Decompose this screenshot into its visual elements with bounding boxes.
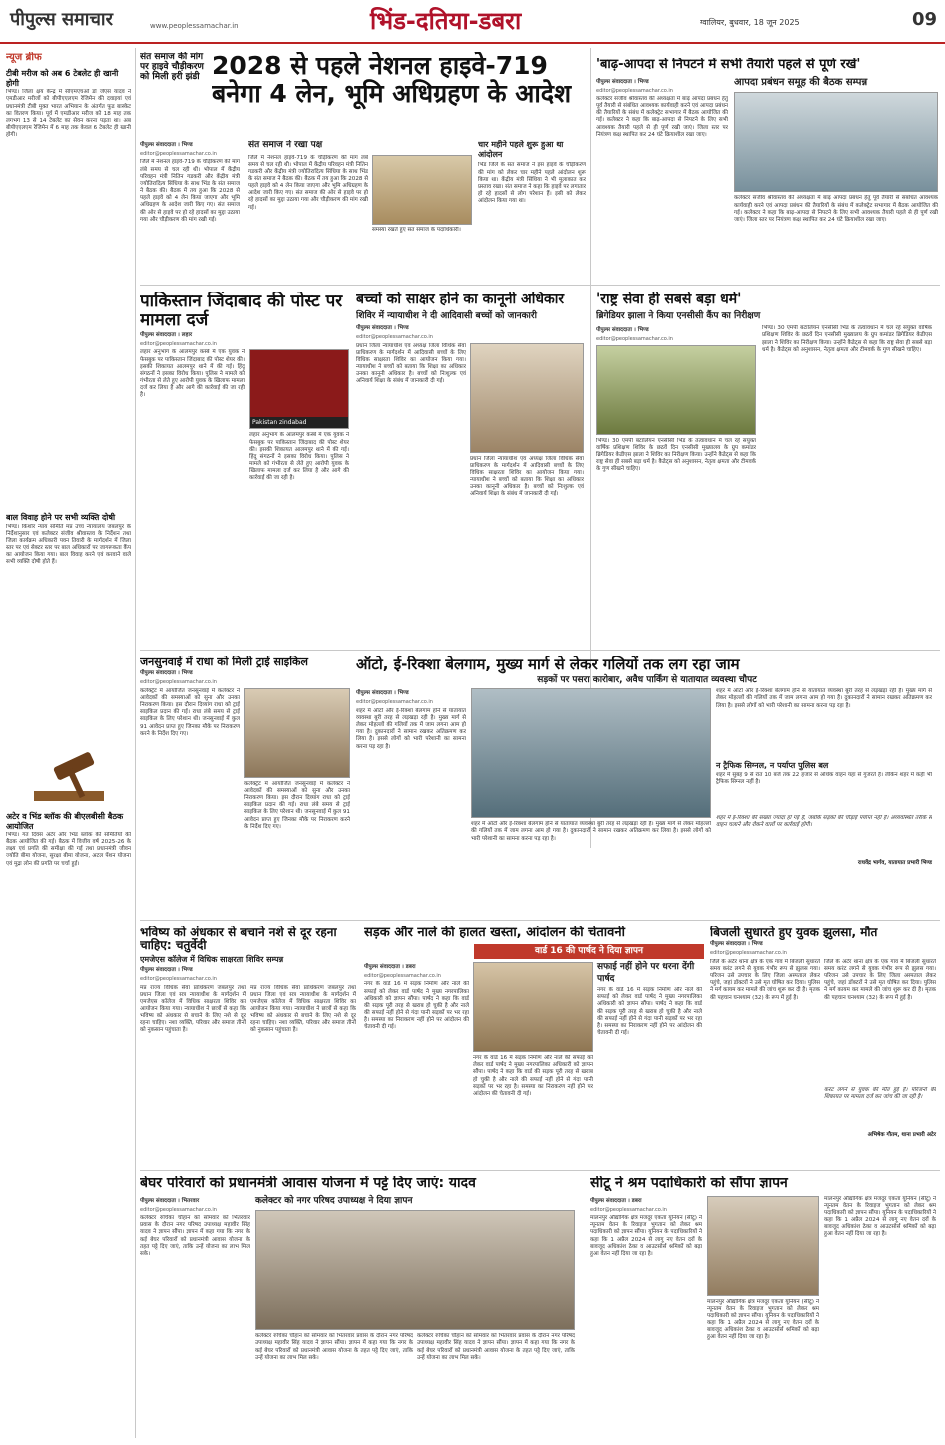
flood-story (596, 58, 938, 283)
story-body: नगर के वार्ड 16 में सड़क निर्माण और नाले की सफाई को लेकर वार्ड पार्षद ने मुख्य नगरपालिका अधिकारी को ज्ञापन सौंपा। पार्षद ने कहा कि वार्ड की सड़क पूरी तरह से खराब हो चुकी है और नाले की सफाई नहीं होने से गंदा पानी सड़कों पर भर रहा है। समस्या का निराकरण नहीं होने पर आंदोलन की चेतावनी दी गई। (364, 981, 469, 1031)
section-divider (140, 920, 940, 921)
story-body: शहर में ऑटो और ई-रिक्शा बेलगाम होने से यातायात व्यवस्था बुरी तरह से लड़खड़ा रही है। मुख्य मार्ग से लेकर मोहल्लों की गलियों तक में जाम लगना आम हो गया है। दुकानदारों ने सामान रखकर अतिक्रमण कर लिया है। इससे लोगों को भारी परेशानी का सामना करना पड़ रहा है। (356, 707, 466, 750)
newspaper-brand: पीपुल्स समाचार (10, 9, 113, 30)
brief-title: न्यूज ब्रीफ (6, 52, 42, 63)
story-body: शहर में ऑटो और ई-रिक्शा बेलगाम होने से यातायात व्यवस्था बुरी तरह से लड़खड़ा रही है। मुख्य मार्ग से लेकर मोहल्लों की गलियों तक में जाम लगना आम हो गया है। दुकानदारों ने सामान रखकर अतिक्रमण कर लिया है। इससे लोगों को भारी परेशानी का सामना करना पड़ रहा है। (716, 688, 932, 709)
story-body: जिले के अटेर थाना क्षेत्र के एक गांव में बिजली सुधारते समय करंट लगने से युवक गंभीर रूप से झुलस गया। परिजन उसे उपचार के लिए जिला अस्पताल लेकर पहुंचे, जहां डॉक्टरों ने उसे मृत घोषित कर दिया। पुलिस ने मर्ग कायम कर मामले की जांच शुरू कर दी है। मृतक की पहचान घनश्याम (32) के रूप में हुई है। (710, 958, 820, 1001)
social-post-image (249, 349, 349, 429)
photo-caption: समस्या रखते हुए संत समाज के पदाधिकारी। (372, 226, 461, 233)
story-body: लहार अनुभाग के आलमपुर कस्बे में एक युवक ने फेसबुक पर पाकिस्तान जिंदाबाद की पोस्ट शेयर की। इसकी शिकायत आलमपुर थाने में की गई। हिंदू संगठनों ने इसका विरोध किया। पुलिस ने मामले को गंभीरता से लेते हुए आरोपी युवक के खिलाफ मामला दर्ज कर लिया है और आगे की कार्रवाई की जा रही है। (249, 432, 349, 482)
officer-quote: करंट लगने से युवक की मौत हुई है। परिजनों की शिकायत पर मामला दर्ज कर जांच की जा रही है। (824, 1086, 936, 1101)
news-brief-column (6, 52, 131, 1437)
ncc-photo (596, 345, 756, 435)
drug-subhead: एमजेएस कॉलेज में विधिक साक्षरता शिविर सम्पन्न (140, 954, 284, 964)
traffic-headline: ऑटो, ई-रिक्शा बेलगाम, मुख्य मार्ग से लेकर गलियों तक लग रहा जाम (356, 656, 740, 673)
story-body: कलेक्ट्रेट में आयोजित जनसुनवाई में कलेक्टर ने आवेदकों की समस्याओं को सुना और उनका निराकरण किया। इस दौरान दिव्यांग राधा को ट्राई साइकिल प्रदान की गई। राधा लंबे समय से ट्राई साइकिल के लिए परेशान थी। जनसुनवाई में कुल 91 आवेदन प्राप्त हुए जिनका मौके पर निराकरण करने के निर्देश दिए गए। (244, 780, 350, 830)
flood-subhead: आपदा प्रबंधन समूह की बैठक सम्पन्न (734, 76, 868, 88)
story-body: कलेक्टर रुचिका चौहान को सोमवार को भितरवार प्रवास के दौरान नगर परिषद उपाध्यक्ष महावीर सिंह यादव ने ज्ञापन सौंपा। ज्ञापन में कहा गया कि नगर के कई बेघर परिवारों को प्रधानमंत्री आवास योजना के तहत पट्टे दिए जाएं, ताकि उन्हें योजना का लाभ मिल सके। (140, 1215, 250, 1257)
story-body: मप्र राज्य विधिक सेवा प्राधिकरण जबलपुर तथा प्रधान जिला एवं सत्र न्यायाधीश के मार्गदर्शन में एमजेएस कॉलेज में विधिक साक्षरता शिविर का आयोजन किया गया। न्यायाधीश ने छात्रों से कहा कि भविष्य को अंधकार से बचाने के लिए नशे से दूर रहना चाहिए। नशा व्यक्ति, परिवार और समाज तीनों को नुकसान पहुंचाता है। (140, 984, 246, 1034)
story-body: भिण्ड। 30 एमपी बटालियन एनसीसी भिंड के तत्वावधान में चल रहे संयुक्त वार्षिक प्रशिक्षण शिविर के छठवें दिन एनसीसी मुख्यालय के ग्रुप कमांडर ब्रिगेडियर केडीएस झाला ने शिविर का निरीक्षण किया। उन्होंने कैडेट्स से कहा कि राष्ट्र सेवा ही सबसे बड़ा धर्म है। कैडेट्स को अनुशासन, नेतृत्व क्षमता और टीमवर्क के गुण सीखने चाहिए। (596, 437, 756, 473)
byline: पीपुल्स संवाददाता । भिण्ड (140, 670, 193, 677)
byline: पीपुल्स संवाददाता । भिण्ड (710, 941, 763, 948)
story-body: जिले में नेशनल हाइवे-719 के चौड़ीकरण की मांग लंबे समय से चल रही थी। भोपाल में केंद्रीय परिवहन मंत्री नितिन गडकरी और केंद्रीय मंत्री ज्योतिरादित्य सिंधिया के साथ भिंड के संत समाज ने बैठक की। बैठक में तय हुआ कि 2028 से पहले हाइवे को 4 लेन किया जाएगा और भूमि अधिग्रहण के आदेश जारी किए गए। संत समाज की ओर से हाइवे पर हो रहे हादसों का मुद्दा उठाया गया और चौड़ीकरण की मांग रखी गई। (248, 154, 368, 211)
story-body: कलेक्टर रुचिका चौहान को सोमवार को भितरवार प्रवास के दौरान नगर परिषद उपाध्यक्ष महावीर सिंह यादव ने ज्ञापन सौंपा। ज्ञापन में कहा गया कि नगर के कई बेघर परिवारों को प्रधानमंत्री आवास योजना के तहत पट्टे दिए जाएं, ताकि उन्हें योजना का लाभ मिल सके। (417, 1333, 575, 1361)
brief-body: भिण्ड। गत दिवस अटेर और भिंड ब्लॉक की समितियों की बैठक आयोजित की गई। बैठक में वित्तीय वर्ष 2025-26 के लक्ष्य एवं प्रगति की समीक्षा की गई तथा प्रधानमंत्री जीवन ज्योति बीमा योजना, सुरक्षा बीमा योजना, अटल पेंशन योजना एवं मुद्रा लोन की प्रगति पर चर्चा हुई। (6, 831, 131, 867)
side-headline: सफाई नहीं होने पर धरना देंगी पार्षद (597, 962, 695, 984)
brief-headline: बाल विवाह होने पर सभी व्यक्ति दोषी (6, 513, 116, 523)
story-body: कलेक्टर संजीव श्रीवास्तव की अध्यक्षता में बाढ़ आपदा प्रबंधन हेतु पूर्व तैयारी से संबंधित आवश्यक कार्यवाही करने एवं आपदा प्रबंधन की तैयारियों के संबंध में कलेक्ट्रेट सभागार में बैठक आयोजित की गई। कलेक्टर ने कहा कि बाढ़-आपदा से निपटने के लिए सभी आवश्यक तैयारी पहले से ही पूर्ण रखी जाएं। जिला स्तर पर नियंत्रण कक्ष स्थापित कर 24 घंटे क्रियाशील रखा जाए। (734, 195, 938, 223)
story-body: जिले में नेशनल हाइवे-719 के चौड़ीकरण की मांग लंबे समय से चल रही थी। भोपाल में केंद्रीय परिवहन मंत्री नितिन गडकरी और केंद्रीय मंत्री ज्योतिरादित्य सिंधिया के साथ भिंड के संत समाज ने बैठक की। बैठक में तय हुआ कि 2028 से पहले हाइवे को 4 लेन किया जाएगा और भूमि अधिग्रहण के आदेश जारी किए गए। संत समाज की ओर से हाइवे पर हो रहे हादसों का मुद्दा उठाया गया और चौड़ीकरण की मांग रखी गई। (140, 159, 240, 223)
drug-headline: भविष्य को अंधकार से बचाने नशे से दूर रहना चाहिए: चतुर्वेदी (140, 926, 337, 953)
brand-url: www.peoplessamachar.in (150, 22, 239, 30)
dateline: ग्वालियर, बुधवार, 18 जून 2025 (700, 18, 800, 27)
story-body: लहार अनुभाग के आलमपुर कस्बे में एक युवक ने फेसबुक पर पाकिस्तान जिंदाबाद की पोस्ट शेयर की। इसकी शिकायत आलमपुर थाने में की गई। हिंदू संगठनों ने इसका विरोध किया। पुलिस ने मामले को गंभीरता से लेते हुए आरोपी युवक के खिलाफ मामला दर्ज कर लिया है और आगे की कार्रवाई की जा रही है। (140, 349, 245, 399)
sidebar-body: भिंड जिले के संत समाज ने इस हाइवे के चौड़ीकरण की मांग को लेकर चार महीने पहले आंदोलन शुरू किया था। केंद्रीय मंत्री सिंधिया ने भी मुलाकात कर प्रस्ताव रखा। संत समाज ने कहा कि हाइवे पर लगातार हो रहे हादसों से लोग परेशान हैं। इसी को लेकर आंदोलन किया गया था। (478, 162, 586, 205)
story-body: जिले के अटेर थाना क्षेत्र के एक गांव में बिजली सुधारते समय करंट लगने से युवक गंभीर रूप से झुलस गया। परिजन उसे उपचार के लिए जिला अस्पताल लेकर पहुंचे, जहां डॉक्टरों ने उसे मृत घोषित कर दिया। पुलिस ने मर्ग कायम कर मामले की जांच शुरू कर दी है। मृतक की पहचान घनश्याम (32) के रूप में हुई है। (824, 958, 936, 1001)
box-body: शहर में सुबह 9 से रात 10 बजे तक 22 हजार से अधिक वाहन यहां से गुजरते हैं। लेकिन शहर में कहीं भी ट्रैफिक सिग्नल नहीं है। (716, 771, 932, 785)
union-photo (707, 1196, 819, 1296)
column-divider (135, 48, 136, 1438)
brief-headline: अटेर व भिंड ब्लॉक की बीएलबीसी बैठक आयोजित (6, 811, 124, 831)
story-body: प्रधान जिला न्यायाधीश एवं अध्यक्ष जिला विधिक सेवा प्राधिकरण के मार्गदर्शन में आदिवासी बच्चों के लिए विधिक साक्षरता शिविर का आयोजन किया गया। न्यायाधीश ने बच्चों को बताया कि शिक्षा का अधिकार उनका कानूनी अधिकार है। बच्चों को निःशुल्क एवं अनिवार्य शिक्षा के संबंध में जानकारी दी गई। (470, 455, 584, 498)
brief-body: भिण्ड। किशोर न्याय समिति मप्र उच्च न्यायालय जबलपुर के निर्देशानुसार एवं कलेक्टर संजीव श्रीवास्तव के निर्देशन तथा जिला कार्यक्रम अधिकारी पवन तिवारी के मार्गदर्शन में जिला स्तर पर एवं सेक्टर स्तर पर बाल अधिकारों पर जागरूकता कैंप का आयोजन किया गया। बाल विवाह करने एवं करवाने वाले सभी व्यक्ति दोषी होते हैं। (6, 523, 131, 566)
flood-headline: 'बाढ़-आपदा से निपटने में सभी तैयारी पहले से पूर्ण रखें' (596, 58, 861, 72)
byline-email: editor@peoplessamachar.co.in (140, 1206, 217, 1213)
byline-email: editor@peoplessamachar.co.in (140, 151, 217, 158)
section-divider (140, 285, 940, 286)
story-body: भिण्ड। 30 एमपी बटालियन एनसीसी भिंड के तत्वावधान में चल रहे संयुक्त वार्षिक प्रशिक्षण शिविर के छठवें दिन एनसीसी मुख्यालय के ग्रुप कमांडर ब्रिगेडियर केडीएस झाला ने शिविर का निरीक्षण किया। उन्होंने कैडेट्स से कहा कि राष्ट्र सेवा ही सबसे बड़ा धर्म है। कैडेट्स को अनुशासन, नेतृत्व क्षमता और टीमवर्क के गुण सीखने चाहिए। (762, 325, 932, 353)
story-body: कलेक्ट्रेट में आयोजित जनसुनवाई में कलेक्टर ने आवेदकों की समस्याओं को सुना और उनका निराकरण किया। इस दौरान दिव्यांग राधा को ट्राई साइकिल प्रदान की गई। राधा लंबे समय से ट्राई साइकिल के लिए परेशान थी। जनसुनवाई में कुल 91 आवेदन प्राप्त हुए जिनका मौके पर निराकरण करने के निर्देश दिए गए। (140, 687, 240, 737)
jansunwai-headline: जनसुनवाई में राधा को मिली ट्राई साइकिल (140, 656, 308, 668)
nh-headline: 2028 से पहले नेशनल हाइवे-719 बनेगा 4 लेन, भूमि अधिग्रहण के आदेश (212, 52, 572, 108)
byline: पीपुल्स संवाददाता । भिण्ड (596, 327, 649, 334)
byline: पीपुल्स संवाददाता । डबरा (364, 964, 416, 971)
nh-story-text (140, 140, 240, 280)
meeting-photo (734, 92, 938, 192)
story-body: प्रधान जिला न्यायाधीश एवं अध्यक्ष जिला विधिक सेवा प्राधिकरण के मार्गदर्शन में आदिवासी बच्चों के लिए विधिक साक्षरता शिविर का आयोजन किया गया। न्यायाधीश ने बच्चों को बताया कि शिक्षा का अधिकार उनका कानूनी अधिकार है। बच्चों को निःशुल्क एवं अनिवार्य शिक्षा के संबंध में जानकारी दी गई। (356, 342, 466, 385)
electrocution-story (710, 926, 938, 1166)
byline: पीपुल्स संवाददाता । भिण्ड (140, 967, 193, 974)
camp-photo (470, 343, 584, 453)
pmay-story (140, 1176, 580, 1438)
brief-headline: टीबी मरीज को अब 6 टेबलेट ही खानी होगी (6, 68, 119, 89)
child-subhead: शिविर में न्यायाधीश ने दी आदिवासी बच्चों को जानकारी (356, 310, 537, 321)
byline-email: editor@peoplessamachar.co.in (590, 1206, 667, 1213)
byline-email: editor@peoplessamachar.co.in (140, 341, 217, 348)
ncc-headline: 'राष्ट्र सेवा ही सबसे बड़ा धर्म' (596, 292, 742, 307)
story-body: मालनपुर औद्योगिक क्षेत्र मजदूर एकता यूनियन (सीटू) ने न्यूनतम वेतन के रिवाइज भुगतान को लेकर श्रम पदाधिकारी को ज्ञापन सौंपा। यूनियन के पदाधिकारियों ने कहा कि 1 अप्रैल 2024 से लागू नए वेतन दरों के बावजूद अधिकांश ठेका व आउटसोर्स श्रमिकों को बढ़ा हुआ वेतन नहीं दिया जा रहा है। (824, 1195, 936, 1238)
ncc-subhead: ब्रिगेडियर झाला ने किया एनसीसी कैंप का निरीक्षण (596, 310, 761, 321)
byline-email: editor@peoplessamachar.co.in (596, 336, 673, 343)
box-title: न ट्रैफिक सिग्नल, न पर्याप्त पुलिस बल (716, 761, 829, 771)
tricycle-photo (244, 688, 350, 778)
byline: पीपुल्स संवाददाता । लहार (140, 332, 193, 339)
masthead (0, 0, 945, 44)
quote-attribution: राधवेंद्र भार्गव, यातायात प्रभारी भिण्ड (857, 859, 932, 866)
edition-region: भिंड-दतिया-डबरा (370, 7, 522, 35)
quote-attribution: अभिषेक गौतम, थाना प्रभारी अटेर (867, 1131, 936, 1138)
citu-story (590, 1176, 938, 1438)
pakistan-post-story (140, 292, 350, 644)
sidebar-head: चार महीने पहले शुरू हुआ था आंदोलन (478, 140, 564, 160)
byline-email: editor@peoplessamachar.co.in (140, 679, 217, 686)
jansunwai-story (140, 656, 350, 916)
page-number: 09 (911, 9, 937, 30)
section-divider (140, 1170, 940, 1171)
citu-headline: सीटू ने श्रम पदाधिकारी को सौंपा ज्ञापन (590, 1176, 788, 1191)
nh-sub-block (248, 140, 473, 280)
pmay-headline: बेघर परिवारों को प्रधानमंत्री आवास योजना में पट्टे दिए जाएं: यादव (140, 1176, 476, 1191)
nh-side-deck: संत समाज की मांग पर हाइवे चौड़ीकरण को मिली हरी झंडी (140, 52, 204, 83)
byline-email: editor@peoplessamachar.co.in (356, 699, 433, 706)
child-literacy-story (356, 292, 586, 644)
officer-quote: शहर में ई-रिक्शा की संख्या ज्यादा हो गई है, जबकि सड़कों की चौड़ाई पर्याप्त नहीं है। अव्यवस्थित तरीके से वाहन चलाने और रोकने वालों पर कार्रवाई होगी। (716, 814, 932, 828)
byline-email: editor@peoplessamachar.co.in (140, 976, 217, 983)
byline-email: editor@peoplessamachar.co.in (710, 950, 787, 957)
brief-body: भिण्ड। जिला क्षय केन्द्र में सीएमएचओ डॉ जेएस यादव ने एमडीआर मरीजों को बीपीएएलएम रेजिमेन की दवाइयां एवं प्रधानमंत्री टीबी मुक्त भारत अभियान के अंतर्गत फूड बास्केट का वितरण किया। पूर्व में एमडीआर मरीज को 18 माह तक लगभग 13 से 14 टेबलेट का सेवन करना पड़ता था। अब बीपीएएलएम रेजिमेन में 6 माह तक केवल 6 टेबलेट ही खानी होगी। (6, 89, 131, 139)
byline: पीपुल्स संवाददाता । भिण्ड (356, 325, 409, 332)
road-headline: सड़क और नाले की हालत खस्ता, आंदोलन की चेतावनी (364, 926, 625, 940)
drug-awareness-story (140, 926, 360, 1166)
electrocution-headline: बिजली सुधारते हुए युवक झुलसा, मौत (710, 926, 878, 939)
story-body: कलेक्टर रुचिका चौहान को सोमवार को भितरवार प्रवास के दौरान नगर परिषद उपाध्यक्ष महावीर सिंह यादव ने ज्ञापन सौंपा। ज्ञापन में कहा गया कि नगर के कई बेघर परिवारों को प्रधानमंत्री आवास योजना के तहत पट्टे दिए जाएं, ताकि उन्हें योजना का लाभ मिल सके। (255, 1333, 413, 1361)
byline-email: editor@peoplessamachar.co.in (364, 973, 441, 980)
councillor-photo (473, 962, 593, 1052)
post-image-label: Pakistan zindabad (250, 417, 348, 429)
byline: पीपुल्स संवाददाता । भिण्ड (356, 690, 409, 697)
traffic-jam-photo (471, 688, 711, 818)
ncc-story (596, 292, 938, 644)
story-body: कलेक्टर संजीव श्रीवास्तव की अध्यक्षता में बाढ़ आपदा प्रबंधन हेतु पूर्व तैयारी से संबंधित आवश्यक कार्यवाही करने एवं आपदा प्रबंधन की तैयारियों के संबंध में कलेक्ट्रेट सभागार में बैठक आयोजित की गई। कलेक्टर ने कहा कि बाढ़-आपदा से निपटने के लिए सभी आवश्यक तैयारी पहले से ही पूर्ण रखी जाएं। जिला स्तर पर नियंत्रण कक्ष स्थापित कर 24 घंटे क्रियाशील रखा जाए। (596, 95, 728, 138)
story-body: शहर में ऑटो और ई-रिक्शा बेलगाम होने से यातायात व्यवस्था बुरी तरह से लड़खड़ा रही है। मुख्य मार्ग से लेकर मोहल्लों की गलियों तक में जाम लगना आम हो गया है। दुकानदारों ने सामान रखकर अतिक्रमण कर लिया है। इससे लोगों को भारी परेशानी का सामना करना पड़ रहा है। (471, 821, 711, 842)
road-banner: वार्ड 16 की पार्षद ने दिया ज्ञापन (474, 944, 704, 960)
story-body: नगर के वार्ड 16 में सड़क निर्माण और नाले की सफाई को लेकर वार्ड पार्षद ने मुख्य नगरपालिका अधिकारी को ज्ञापन सौंपा। पार्षद ने कहा कि वार्ड की सड़क पूरी तरह से खराब हो चुकी है और नाले की सफाई नहीं होने से गंदा पानी सड़कों पर भर रहा है। समस्या का निराकरण नहीं होने पर आंदोलन की चेतावनी दी गई। (597, 987, 702, 1037)
byline: पीपुल्स संवाददाता । भिण्ड (596, 78, 649, 85)
nh-sidebar (478, 140, 586, 280)
story-body: नगर के वार्ड 16 में सड़क निर्माण और नाले की सफाई को लेकर वार्ड पार्षद ने मुख्य नगरपालिका अधिकारी को ज्ञापन सौंपा। पार्षद ने कहा कि वार्ड की सड़क पूरी तरह से खराब हो चुकी है और नाले की सफाई नहीं होने से गंदा पानी सड़कों पर भर रहा है। समस्या का निराकरण नहीं होने पर आंदोलन की चेतावनी दी गई। (473, 1055, 593, 1097)
gavel-icon (24, 751, 114, 805)
story-body: मालनपुर औद्योगिक क्षेत्र मजदूर एकता यूनियन (सीटू) ने न्यूनतम वेतन के रिवाइज भुगतान को लेकर श्रम पदाधिकारी को ज्ञापन सौंपा। यूनियन के पदाधिकारियों ने कहा कि 1 अप्रैल 2024 से लागू नए वेतन दरों के बावजूद अधिकांश ठेका व आउटसोर्स श्रमिकों को बढ़ा हुआ वेतन नहीं दिया जा रहा है। (590, 1215, 702, 1257)
pak-headline: पाकिस्तान जिंदाबाद की पोस्ट पर मामला दर्ज (140, 292, 343, 331)
section-divider (140, 650, 940, 651)
byline: पीपुल्स संवाददाता । भिण्ड (140, 142, 193, 148)
gavel-illustration (6, 748, 131, 808)
byline: पीपुल्स संवाददाता । भितरवार (140, 1197, 200, 1204)
subhead: संत समाज ने रखा पक्ष (248, 140, 323, 150)
road-drain-story (364, 926, 704, 1166)
traffic-story (356, 656, 938, 916)
memorandum-photo (255, 1210, 575, 1330)
traffic-subhead: सड़कों पर पसरा कारोबार, अवैध पार्किंग से यातायात व्यवस्था चौपट (537, 674, 757, 685)
meeting-photo (372, 155, 472, 225)
child-headline: बच्चों को साक्षर होने का कानूनी अधिकार (356, 292, 565, 307)
pmay-subhead: कलेक्टर को नगर परिषद उपाध्यक्ष ने दिया ज्ञापन (255, 1195, 413, 1206)
byline-email: editor@peoplessamachar.co.in (356, 334, 433, 341)
byline-email: editor@peoplessamachar.co.in (596, 87, 673, 94)
byline: पीपुल्स संवाददाता । डबरा (590, 1197, 642, 1204)
story-body: मालनपुर औद्योगिक क्षेत्र मजदूर एकता यूनियन (सीटू) ने न्यूनतम वेतन के रिवाइज भुगतान को लेकर श्रम पदाधिकारी को ज्ञापन सौंपा। यूनियन के पदाधिकारियों ने कहा कि 1 अप्रैल 2024 से लागू नए वेतन दरों के बावजूद अधिकांश ठेका व आउटसोर्स श्रमिकों को बढ़ा हुआ वेतन नहीं दिया जा रहा है। (707, 1298, 819, 1341)
story-body: मप्र राज्य विधिक सेवा प्राधिकरण जबलपुर तथा प्रधान जिला एवं सत्र न्यायाधीश के मार्गदर्शन में एमजेएस कॉलेज में विधिक साक्षरता शिविर का आयोजन किया गया। न्यायाधीश ने छात्रों से कहा कि भविष्य को अंधकार से बचाने के लिए नशे से दूर रहना चाहिए। नशा व्यक्ति, परिवार और समाज तीनों को नुकसान पहुंचाता है। (250, 984, 356, 1034)
